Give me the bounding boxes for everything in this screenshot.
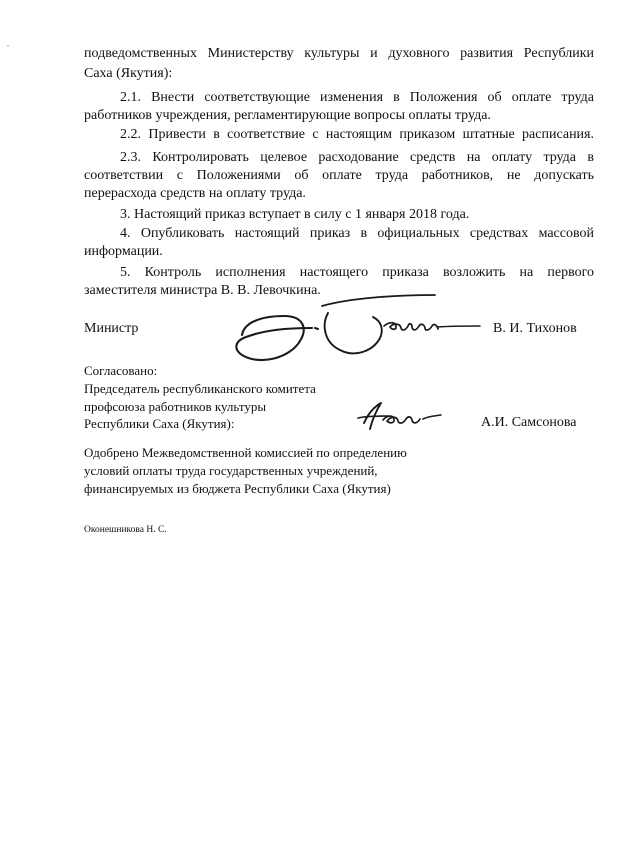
approval-line-2: профсоюза работников культуры: [84, 399, 267, 414]
executor-name: Оконешникова Н. С.: [84, 525, 167, 535]
item-2-3-line-1: 2.3. Контролировать целевое расходование средств на оплату труда в: [120, 150, 594, 165]
minister-name: В. И. Тихонов: [493, 321, 577, 336]
item-2-3-line-3: перерасхода средств на оплату труда.: [84, 186, 306, 201]
paragraph-1-line-1: подведомственных Министерству культуры и духовного развития Республики: [84, 46, 594, 61]
commission-line-1: Одобрено Межведомственной комиссией по определению: [84, 445, 407, 460]
approval-line-1: Председатель республиканского комитета: [84, 381, 316, 396]
minister-signature: [230, 292, 490, 372]
paragraph-1-line-2: Саха (Якутия):: [84, 66, 173, 81]
item-3-line-1: 3. Настоящий приказ вступает в силу с 1 января 2018 года.: [120, 207, 470, 222]
scan-speck: [7, 45, 9, 47]
approval-heading: Согласовано:: [84, 363, 158, 378]
item-5-line-1: 5. Контроль исполнения настоящего приказа возложить на первого: [120, 265, 594, 280]
item-2-1-line-1: 2.1. Внести соответствующие изменения в Положения об оплате труда: [120, 90, 594, 105]
approval-name: А.И. Самсонова: [481, 415, 577, 430]
minister-title: Министр: [84, 321, 139, 336]
item-2-3-line-2: соответствии с Положениями об оплате труда работников, не допускать: [84, 168, 594, 183]
item-4-line-1: 4. Опубликовать настоящий приказ в официальных средствах массовой: [120, 226, 594, 241]
approval-signature: [348, 398, 468, 436]
approval-line-3: Республики Саха (Якутия):: [84, 416, 235, 431]
item-2-1-line-2: работников учреждения, регламентирующие вопросы оплаты труда.: [84, 108, 491, 123]
item-4-line-2: информации.: [84, 244, 163, 259]
item-5-line-2: заместителя министра В. В. Левочкина.: [84, 283, 321, 298]
item-2-2-line-1: 2.2. Привести в соответствие с настоящим приказом штатные расписания.: [120, 127, 594, 142]
commission-line-2: условий оплаты труда государственных учреждений,: [84, 463, 378, 478]
commission-line-3: финансируемых из бюджета Республики Саха (Якутия): [84, 481, 391, 496]
